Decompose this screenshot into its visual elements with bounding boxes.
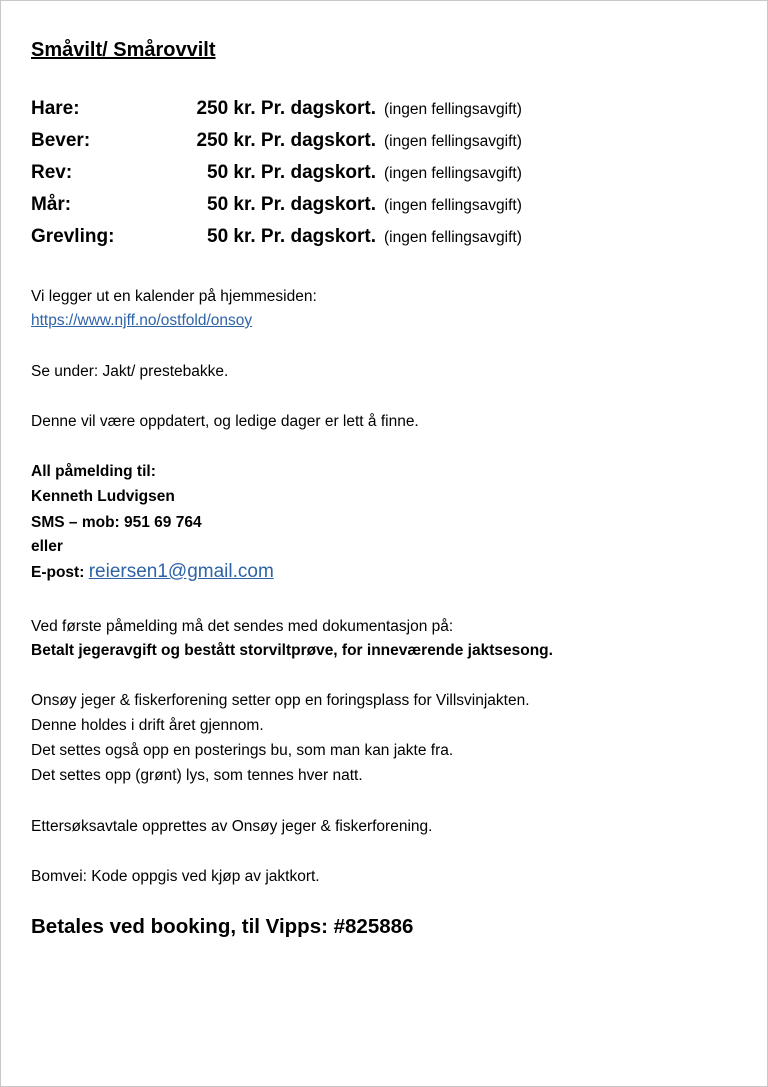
calendar-link[interactable]: https://www.njff.no/ostfold/onsoy bbox=[31, 312, 253, 329]
rate-row-mar bbox=[31, 194, 591, 222]
rate-price: 50 kr. Pr. dagskort. bbox=[207, 226, 376, 247]
rate-price: 50 kr. Pr. dagskort. bbox=[207, 162, 376, 183]
rate-name: Bever: bbox=[31, 130, 91, 151]
email-link[interactable]: reiersen1@gmail.com bbox=[88, 561, 274, 582]
documentation-requirement: Betalt jegeravgift og bestått storviltprøve, for inneværende jaktsesong. bbox=[31, 642, 553, 659]
rate-note: (ingen fellingsavgift) bbox=[384, 165, 522, 182]
rate-price: 50 kr. Pr. dagskort. bbox=[207, 194, 376, 215]
contact-sms: SMS – mob: 951 69 764 bbox=[31, 514, 202, 531]
rate-name: Hare: bbox=[31, 98, 80, 119]
or-text: eller bbox=[31, 538, 63, 555]
email-label: E-post: bbox=[31, 564, 85, 581]
see-under-text: Se under: Jakt/ prestebakke. bbox=[31, 363, 229, 380]
contact-name: Kenneth Ludvigsen bbox=[31, 488, 175, 505]
rate-name: Grevling: bbox=[31, 226, 115, 247]
signup-heading: All påmelding til: bbox=[31, 463, 156, 480]
rate-row-bever bbox=[31, 130, 591, 158]
documentation-intro: Ved første påmelding må det sendes med dokumentasjon på: bbox=[31, 618, 454, 635]
rate-price: 250 kr. Pr. dagskort. bbox=[196, 130, 376, 151]
page-title: Småvilt/ Smårovvilt bbox=[31, 39, 216, 61]
rate-name: Mår: bbox=[31, 194, 72, 215]
bomvei-text: Bomvei: Kode oppgis ved kjøp av jaktkort. bbox=[31, 868, 320, 885]
payment-info: Betales ved booking, til Vipps: #825886 bbox=[31, 915, 414, 938]
rate-note: (ingen fellingsavgift) bbox=[384, 197, 522, 214]
rate-name: Rev: bbox=[31, 162, 73, 183]
villsvin-line: Denne holdes i drift året gjennom. bbox=[31, 717, 264, 734]
villsvin-line: Onsøy jeger & fiskerforening setter opp en foringsplass for Villsvinjakten. bbox=[31, 692, 530, 709]
updated-note: Denne vil være oppdatert, og ledige dager er lett å finne. bbox=[31, 413, 419, 430]
villsvin-line: Det settes opp (grønt) lys, som tennes hver natt. bbox=[31, 767, 363, 784]
email-line bbox=[31, 561, 274, 583]
rate-note: (ingen fellingsavgift) bbox=[384, 133, 522, 150]
rate-price: 250 kr. Pr. dagskort. bbox=[196, 98, 376, 119]
rate-row-rev bbox=[31, 162, 591, 190]
rate-row-hare bbox=[31, 98, 591, 126]
ettersok-text: Ettersøksavtale opprettes av Onsøy jeger & fiskerforening. bbox=[31, 818, 433, 835]
rate-row-grevling bbox=[31, 226, 591, 254]
villsvin-line: Det settes også opp en posterings bu, som man kan jakte fra. bbox=[31, 742, 454, 759]
calendar-intro: Vi legger ut en kalender på hjemmesiden: bbox=[31, 288, 317, 305]
rate-note: (ingen fellingsavgift) bbox=[384, 229, 522, 246]
rate-note: (ingen fellingsavgift) bbox=[384, 101, 522, 118]
